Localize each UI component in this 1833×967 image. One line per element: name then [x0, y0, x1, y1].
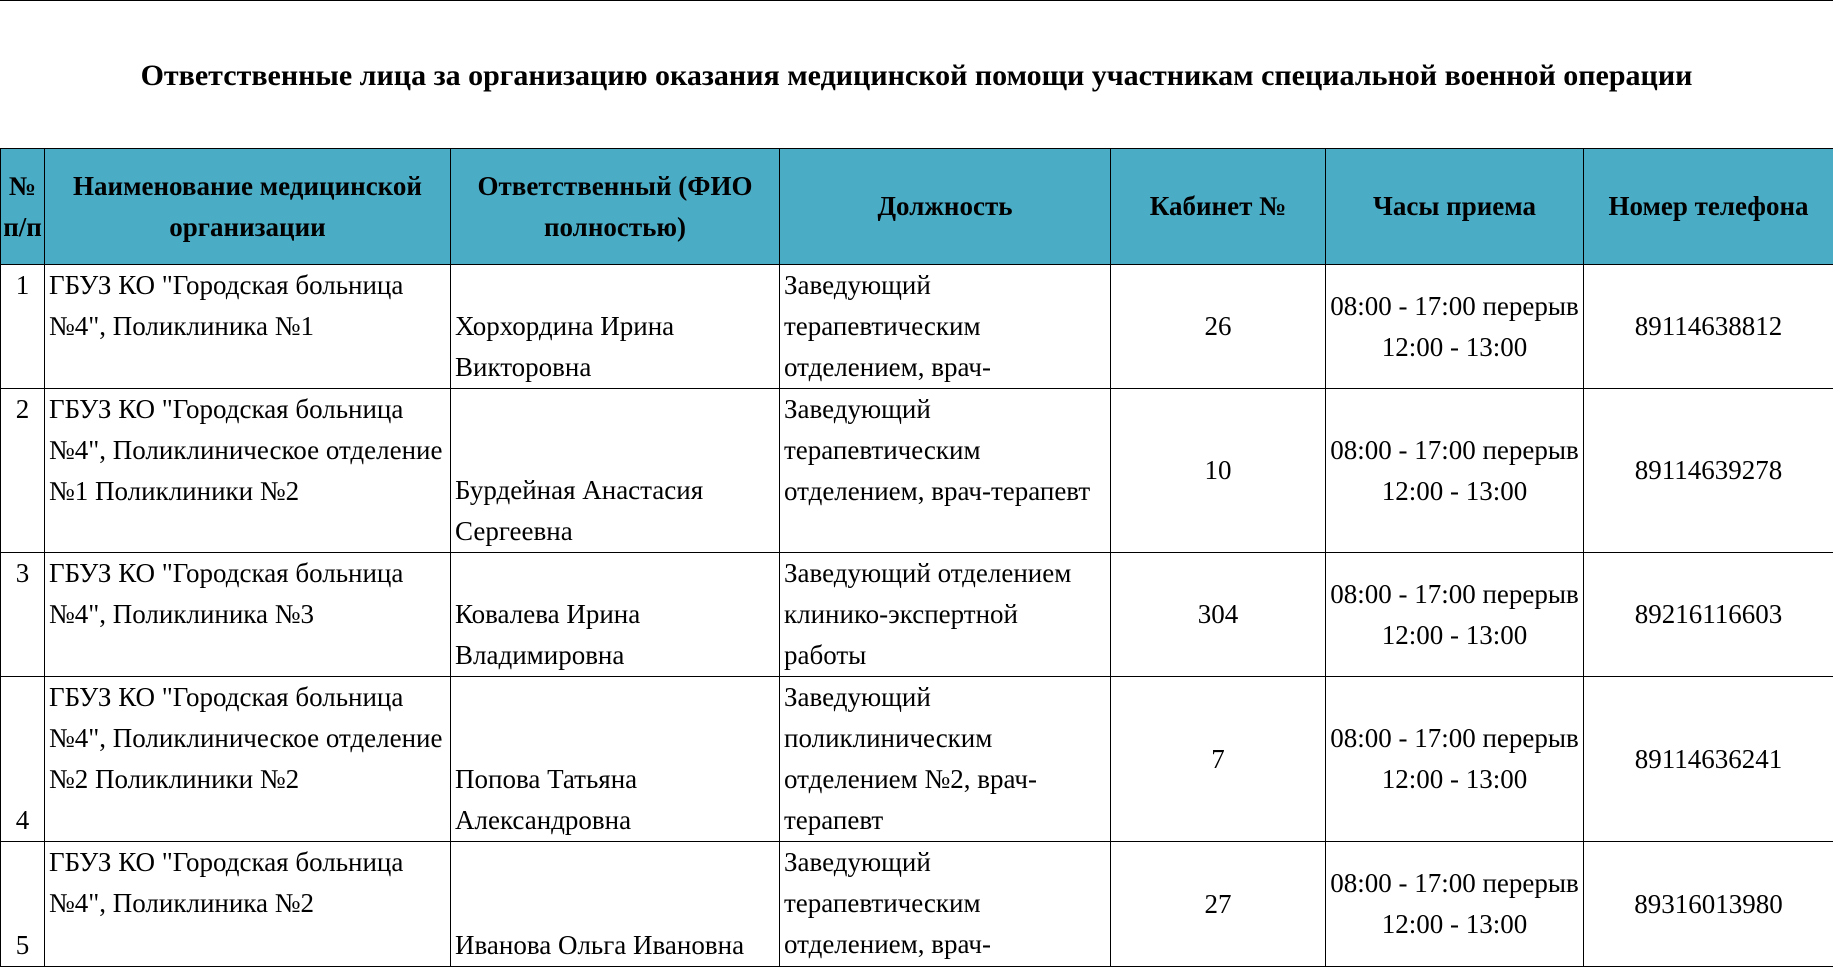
org-name: ГБУЗ КО "Городская больница №4", Поликлиническое отделение №1 Поликлиники №2	[45, 389, 451, 553]
reception-hours: 08:00 - 17:00 перерыв 12:00 - 13:00	[1326, 842, 1584, 967]
header-hours: Часы приема	[1326, 149, 1584, 265]
cabinet: 7	[1111, 677, 1326, 842]
phone-number: 89216116603	[1584, 553, 1833, 677]
reception-hours: 08:00 - 17:00 перерыв 12:00 - 13:00	[1326, 265, 1584, 389]
phone-number: 89316013980	[1584, 842, 1833, 967]
table-row	[1, 553, 1833, 677]
table-row	[1, 677, 1833, 842]
phone-number: 89114636241	[1584, 677, 1833, 842]
header-row	[1, 149, 1833, 265]
org-name: ГБУЗ КО "Городская больница №4", Поликлиника №1	[45, 265, 451, 389]
table-row	[1, 389, 1833, 553]
row-number: 5	[1, 842, 45, 967]
table-row	[1, 265, 1833, 389]
cabinet: 304	[1111, 553, 1326, 677]
row-number: 4	[1, 677, 45, 842]
org-name: ГБУЗ КО "Городская больница №4", Поликлиника №3	[45, 553, 451, 677]
header-position: Должность	[780, 149, 1111, 265]
org-name: ГБУЗ КО "Городская больница №4", Поликлиника №2	[45, 842, 451, 967]
cabinet: 26	[1111, 265, 1326, 389]
row-number: 2	[1, 389, 45, 553]
page-title: Ответственные лица за организацию оказания медицинской помощи участникам специальной военной операции	[0, 56, 1833, 96]
header-num: № п/п	[1, 149, 45, 265]
position: Заведующий терапевтическим отделением, врач-	[780, 842, 1111, 967]
responsible-person: Хорхордина Ирина Викторовна	[451, 265, 780, 389]
header-person: Ответственный (ФИО полностью)	[451, 149, 780, 265]
position: Заведующий отделением клинико-экспертной работы	[780, 553, 1111, 677]
phone-number: 89114639278	[1584, 389, 1833, 553]
phone-number: 89114638812	[1584, 265, 1833, 389]
reception-hours: 08:00 - 17:00 перерыв 12:00 - 13:00	[1326, 553, 1584, 677]
responsible-person: Попова Татьяна Александровна	[451, 677, 780, 842]
row-number: 1	[1, 265, 45, 389]
cabinet: 10	[1111, 389, 1326, 553]
reception-hours: 08:00 - 17:00 перерыв 12:00 - 13:00	[1326, 677, 1584, 842]
position: Заведующий терапевтическим отделением, врач-	[780, 265, 1111, 389]
row-number: 3	[1, 553, 45, 677]
responsible-person: Ковалева Ирина Владимировна	[451, 553, 780, 677]
cabinet: 27	[1111, 842, 1326, 967]
header-cabinet: Кабинет №	[1111, 149, 1326, 265]
responsible-person: Иванова Ольга Ивановна	[451, 842, 780, 967]
table-row	[1, 842, 1833, 967]
position: Заведующий терапевтическим отделением, врач-терапевт	[780, 389, 1111, 553]
org-name: ГБУЗ КО "Городская больница №4", Поликлиническое отделение №2 Поликлиники №2	[45, 677, 451, 842]
header-org: Наименование медицинской организации	[45, 149, 451, 265]
responsible-persons-table	[0, 148, 1833, 967]
header-phone: Номер телефона	[1584, 149, 1833, 265]
top-border	[0, 0, 1833, 1]
position: Заведующий поликлиническим отделением №2, врач-терапевт	[780, 677, 1111, 842]
responsible-person: Бурдейная Анастасия Сергеевна	[451, 389, 780, 553]
reception-hours: 08:00 - 17:00 перерыв 12:00 - 13:00	[1326, 389, 1584, 553]
